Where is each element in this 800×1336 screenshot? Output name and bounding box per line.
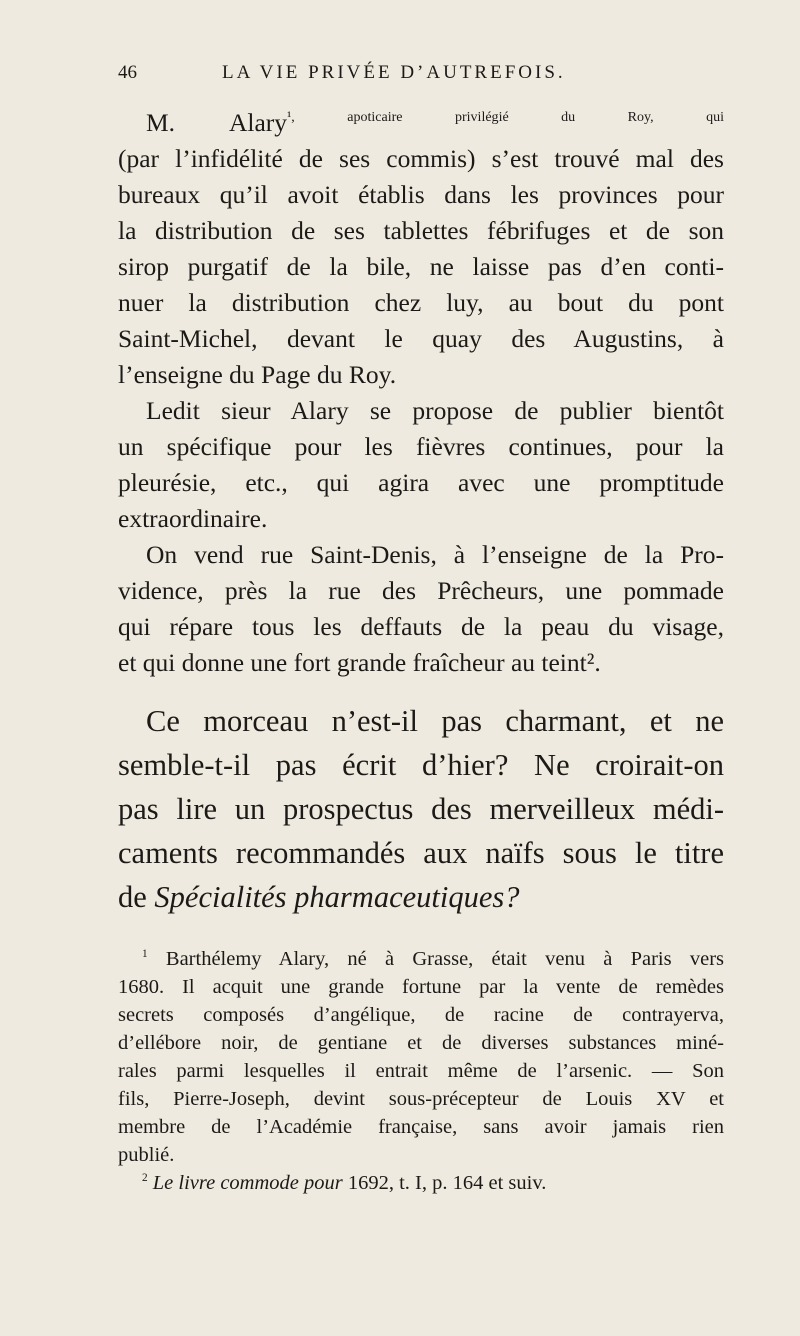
commentary-line: caments recommandés aux naïfs sous le titre <box>118 836 724 870</box>
commentary-line: pas lire un prospectus des merveilleux médi- <box>118 792 724 826</box>
page-number: 46 <box>118 62 137 83</box>
body-line: Saint-Michel, devant le quay des Augustins, à <box>118 324 724 353</box>
commentary-line: Ce morceau n’est-il pas charmant, et ne <box>146 704 724 738</box>
footnote-1-line: rales parmi lesquelles il entrait même de l’arsenic. — Son <box>118 1060 724 1082</box>
body-line: (par l’infidélité de ses commis) s’est trouvé mal des <box>118 144 724 173</box>
body-line: un spécifique pour les fièvres continues, pour la <box>118 432 724 461</box>
body-line: On vend rue Saint-Denis, à l’enseigne de la Pro- <box>146 540 724 569</box>
running-title: LA VIE PRIVÉE D’AUTREFOIS. <box>222 62 566 83</box>
footnote-1-line: secrets composés d’angélique, de racine de contrayerva, <box>118 1004 724 1026</box>
footnote-1-line: 1680. Il acquit une grande fortune par la vente de remèdes <box>118 976 724 998</box>
body-line: M. Alary$^{^1, apoticaire privilégié du Roy, qui}$ <box>146 108 724 137</box>
body-line: bureaux qu’il avoit établis dans les provinces pour <box>118 180 724 209</box>
body-line: Ledit sieur Alary se propose de publier bientôt <box>146 396 724 425</box>
body-line: vidence, près la rue des Prêcheurs, une pommade <box>118 576 724 605</box>
body-line: qui répare tous les deffauts de la peau du visage, <box>118 612 724 641</box>
body-line: nuer la distribution chez luy, au bout du pont <box>118 288 724 317</box>
footnote-1-line: membre de l’Académie française, sans avoir jamais rien <box>118 1116 724 1138</box>
body-line: l’enseigne du Page du Roy. <box>118 360 397 389</box>
footnote-1-line: publié. <box>118 1144 175 1166</box>
body-line: la distribution de ses tablettes fébrifuges et de son <box>118 216 724 245</box>
commentary-line: de Spécialités pharmaceutiques? <box>118 880 520 914</box>
footnote-1-line: $^1$ Barthélemy Alary, né à Grasse, était venu à Paris vers <box>142 948 724 970</box>
footnote-1-marker: 1 <box>142 948 148 961</box>
body-line: pleurésie, etc., qui agira avec une promptitude <box>118 468 724 497</box>
body-line: extraordinaire. <box>118 504 268 533</box>
footnote-2-line: $^2$ Le livre commode pour 1692, t. I, p. 164 et suiv. <box>142 1172 547 1194</box>
footnote-1-line: d’ellébore noir, de gentiane et de diverses substances miné- <box>118 1032 724 1054</box>
footnote-2-marker: 2 <box>142 1172 148 1185</box>
commentary-line: semble-t-il pas écrit d’hier? Ne croirait-on <box>118 748 724 782</box>
body-line: et qui donne une fort grande fraîcheur au teint². <box>118 648 601 677</box>
footnote-1-line: fils, Pierre-Joseph, devint sous-précepteur de Louis XV et <box>118 1088 724 1110</box>
body-line: sirop purgatif de la bile, ne laisse pas d’en conti- <box>118 252 724 281</box>
